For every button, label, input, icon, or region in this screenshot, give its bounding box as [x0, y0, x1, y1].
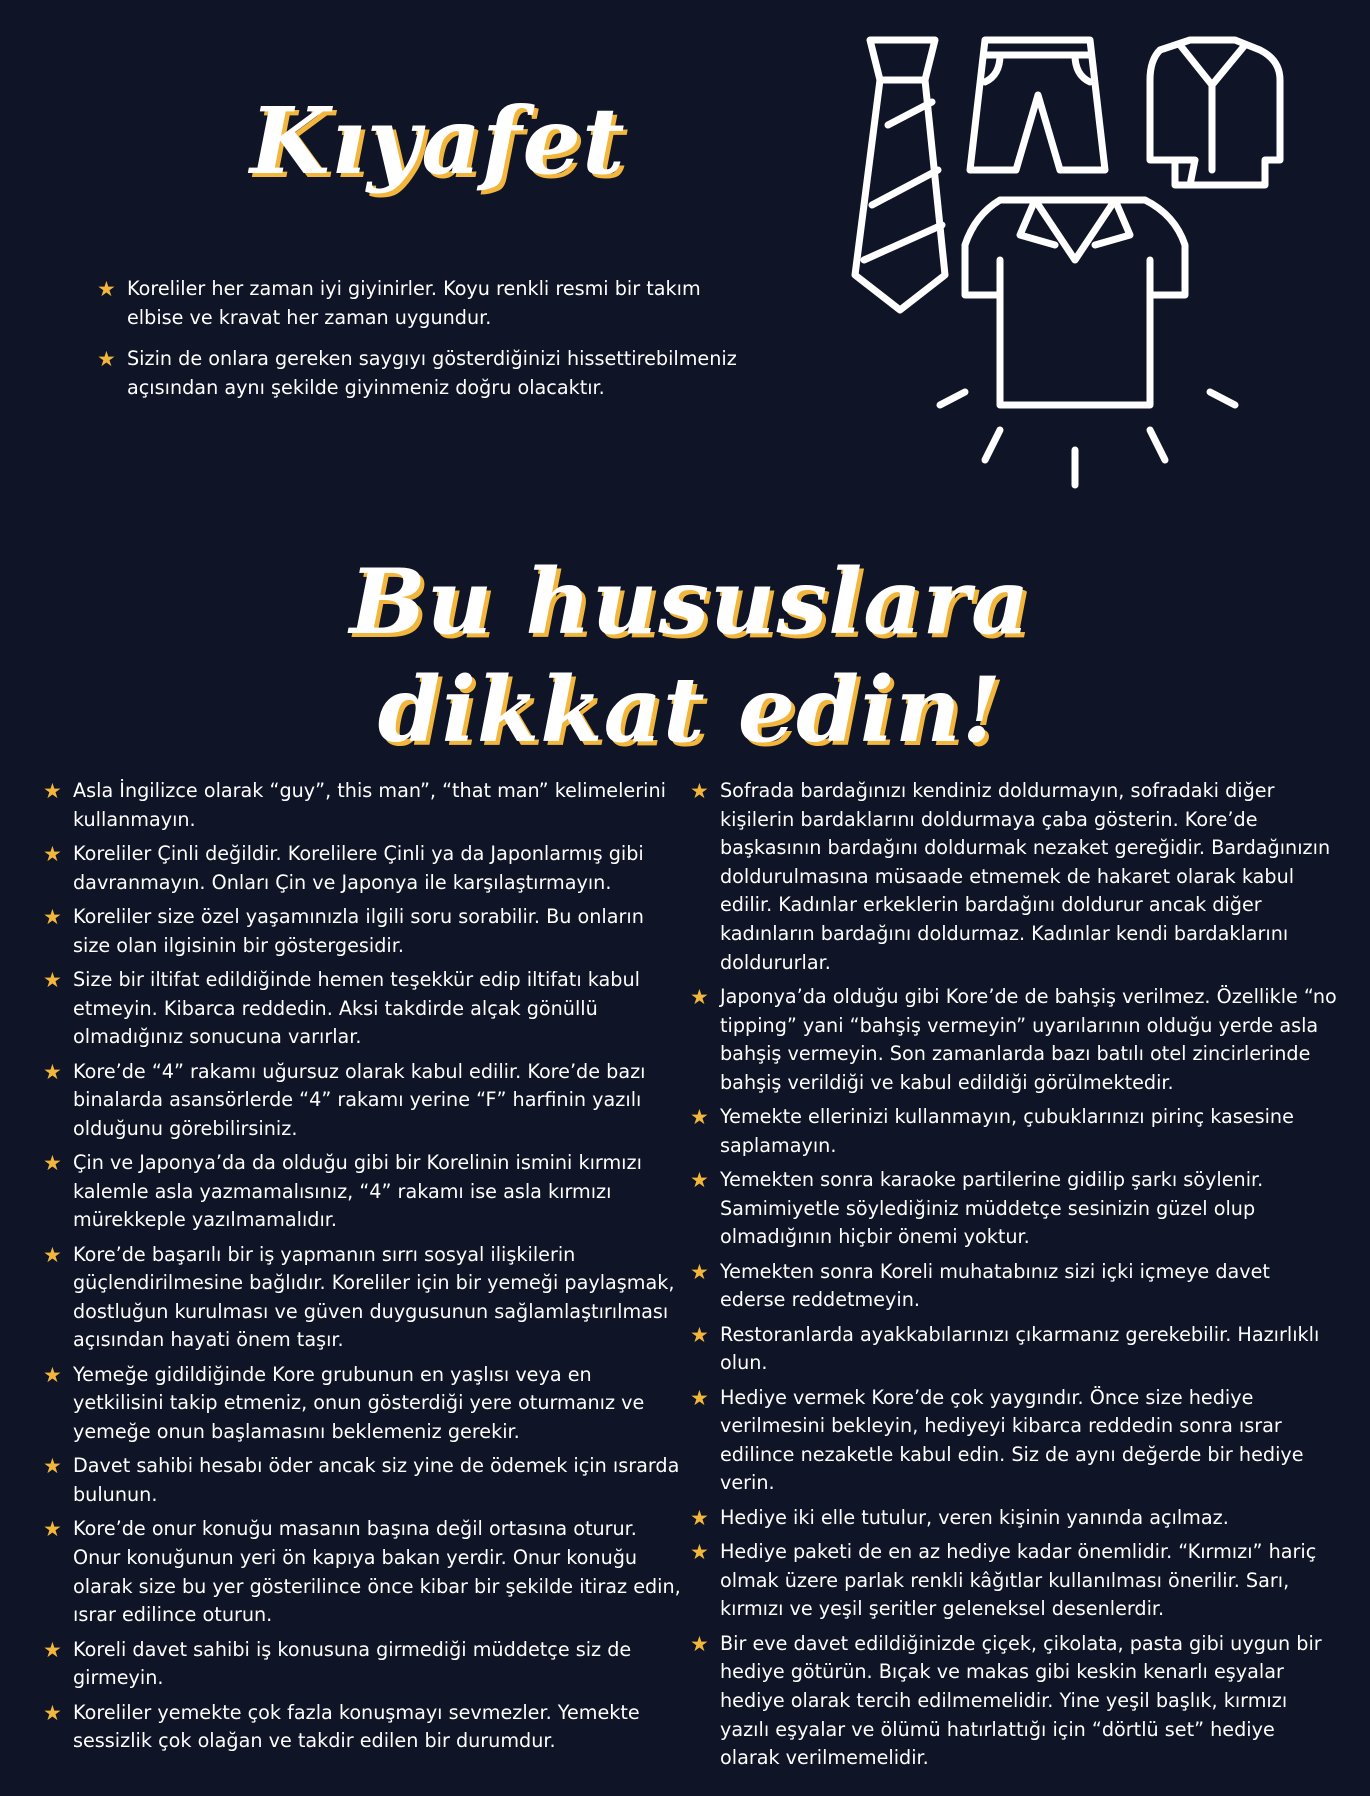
bullet-text: Davet sahibi hesabı öder ancak siz yine de ödemek için ısrarda bulunun. — [73, 1454, 680, 1507]
shirt-icon — [965, 200, 1185, 405]
bullet-text: Hediye iki elle tutulur, veren kişinin yanında açılmaz. — [720, 1505, 1229, 1529]
star-icon: ★ — [690, 1322, 709, 1347]
bullet-item — [690, 777, 1338, 977]
bullet-text: Koreli davet sahibi iş konusuna girmediği müddetçe siz de girmeyin. — [73, 1637, 632, 1690]
bullet-text: Hediye vermek Kore’de çok yaygındır. Önce size hediye verilmesini bekleyin, hediyeyi kibarca reddedin sonra ısrar edilince nezaketle kabul edin. Siz de aynı değerde bir hediye verin. — [720, 1385, 1304, 1495]
bullet-item — [690, 1538, 1338, 1624]
star-icon: ★ — [690, 779, 709, 803]
bullet-item — [43, 1361, 683, 1447]
star-icon: ★ — [43, 1454, 62, 1479]
bullet-text: Bir eve davet edildiğinizde çiçek, çikolata, pasta gibi uygun bir hediye götürün. Bıçak ve makas gibi keskin kenarlı eşyalar hediye olarak tercih edilmemelidir. Yine yeşil başlık, kırmızı yazılı eşyalar ve ölümü hatırlattığı için “dörtlü set” hediye olarak verilmemelidir. — [720, 1631, 1322, 1770]
etiquette-list-left — [43, 777, 683, 1762]
star-icon: ★ — [43, 904, 62, 929]
bullet-item — [43, 1058, 683, 1144]
bullet-item — [690, 1103, 1338, 1160]
bullet-text: Japonya’da olduğu gibi Kore’de de bahşiş verilmez. Özellikle “no tipping” yani “bahşiş vermeyin” uyarılarının olduğu yerde asla bahşiş vermeyin. Son zamanlarda bazı batılı otel zincirlerinde bahşiş verildiği ve kabul edildiği görülmektedir. — [720, 984, 1337, 1094]
clothing-title: Kıyafet — [250, 87, 626, 195]
bullet-item — [43, 903, 683, 960]
bullet-item — [43, 1636, 683, 1693]
bullet-item — [97, 345, 737, 402]
attention-title — [300, 548, 1080, 764]
star-icon: ★ — [97, 347, 116, 372]
clothing-illustration — [850, 30, 1300, 500]
star-icon: ★ — [690, 1631, 709, 1656]
pants-icon — [970, 40, 1105, 170]
bullet-text: Çin ve Japonya’da da olduğu gibi bir Korelinin ismini kırmızı kalemle asla yazmamalısınız, “4” rakamı ise asla kırmızı mürekkeple yazılmamalıdır. — [73, 1151, 642, 1232]
bullet-item — [43, 777, 683, 834]
bullet-text: Kore’de onur konuğu masanın başına değil ortasına oturur. Onur konuğunun yeri ön kapıya bakan yerdir. Onur konuğu olarak size bu yer gösterilince önce kibar bir şekilde itiraz edin, ısrar edilince oturun. — [73, 1517, 681, 1627]
star-icon: ★ — [43, 1362, 62, 1387]
star-icon: ★ — [43, 967, 62, 992]
bullet-text: Asla İngilizce olarak “guy”, this man”, “that man” kelimelerini kullanmayın. — [73, 779, 666, 831]
bullet-text: Hediye paketi de en az hediye kadar önemlidir. “Kırmızı” hariç olmak üzere parlak renkli kâğıtlar kullanılması önerilir. Sarı, kırmızı ve yeşil şeritler geleneksel desenlerdir. — [720, 1540, 1317, 1621]
bullet-item — [97, 275, 737, 332]
bullet-text: Koreliler size özel yaşamınızla ilgili soru sorabilir. Bu onların size olan ilgisinin bir göstergesidir. — [73, 904, 644, 957]
bullet-item — [43, 1515, 683, 1629]
bullet-item — [690, 1630, 1338, 1773]
bullet-item — [43, 1149, 683, 1235]
etiquette-list-right — [690, 777, 1338, 1779]
star-icon: ★ — [43, 841, 62, 866]
star-icon: ★ — [43, 1242, 62, 1267]
attention-title-line2: dikkat edin! — [377, 657, 1003, 763]
bullet-text: Yemekten sonra Koreli muhatabınız sizi içki içmeye davet ederse reddetmeyin. — [720, 1259, 1270, 1312]
star-icon: ★ — [690, 1540, 709, 1565]
bullet-item — [690, 1504, 1338, 1533]
star-icon: ★ — [43, 1517, 62, 1542]
star-icon: ★ — [43, 779, 62, 803]
bullet-item — [43, 1452, 683, 1509]
bullet-item — [690, 1258, 1338, 1315]
star-icon: ★ — [97, 277, 116, 301]
bullet-item — [690, 1166, 1338, 1252]
star-icon: ★ — [690, 1385, 709, 1410]
star-icon: ★ — [690, 1505, 709, 1530]
bullet-text: Yemeğe gidildiğinde Kore grubunun en yaşlısı veya en yetkilisini takip etmeniz, onun gösterdiği yere oturmanız ve yemeğe onun başlamasını beklemeniz gerekir. — [73, 1362, 645, 1444]
star-icon: ★ — [690, 1168, 709, 1193]
star-icon: ★ — [690, 1105, 709, 1130]
bullet-text: Kore’de “4” rakamı uğursuz olarak kabul edilir. Kore’de bazı binalarda asansörlerde “4” rakamı yerine “F” harfinin yazılı olduğunu görebilirsiniz. — [73, 1059, 646, 1140]
bullet-item — [690, 1384, 1338, 1498]
bullet-text: Koreliler Çinli değildir. Korelilere Çinli ya da Japonlarmış gibi davranmayın. Onları Çin ve Japonya ile karşılaştırmayın. — [73, 841, 644, 894]
bullet-text: Sofrada bardağınızı kendiniz doldurmayın, sofradaki diğer kişilerin bardaklarını doldurmaya çaba gösterin. Kore’de başkasının bardağını doldurmak nezaket gereğidir. Bardağınızın doldurulmasına müsaade etmemek de hakaret olarak kabul edilir. Kadınlar erkeklerin bardağını doldurur ancak diğer kadınların bardağını doldurmaz. Kadınlar kendi bardaklarını doldururlar. — [720, 779, 1331, 974]
bullet-text: Restoranlarda ayakkabılarınızı çıkarmanız gerekebilir. Hazırlıklı olun. — [720, 1322, 1320, 1375]
clothing-bullet-list — [97, 275, 737, 415]
bullet-item — [43, 966, 683, 1052]
bullet-item — [43, 840, 683, 897]
star-icon: ★ — [690, 984, 709, 1009]
bullet-item — [43, 1699, 683, 1756]
star-icon: ★ — [43, 1637, 62, 1662]
star-icon: ★ — [690, 1259, 709, 1284]
bullet-text: Koreliler yemekte çok fazla konuşmayı sevmezler. Yemekte sessizlik çok olağan ve takdir edilen bir durumdur. — [73, 1700, 640, 1753]
bullet-text: Yemekten sonra karaoke partilerine gidilip şarkı söylenir. Samimiyetle söylediğiniz müddetçe sesinizin güzel olup olmadığının hiçbir önemi yoktur. — [720, 1168, 1264, 1249]
bullet-text: Kore’de başarılı bir iş yapmanın sırrı sosyal ilişkilerin güçlendirilmesine bağlıdır. Koreliler için bir yemeği paylaşmak, dostluğun kurulması ve güven duygusunun sağlamlaştırılması açısından hayati önem taşır. — [73, 1242, 675, 1352]
star-icon: ★ — [43, 1700, 62, 1725]
bullet-text: Koreliler her zaman iyi giyinirler. Koyu renkli resmi bir takım elbise ve kravat her zaman uygundur. — [127, 277, 701, 329]
bullet-text: Yemekte ellerinizi kullanmayın, çubuklarınızı pirinç kasesine saplamayın. — [720, 1105, 1294, 1157]
star-icon: ★ — [43, 1059, 62, 1084]
bullet-item — [690, 1321, 1338, 1378]
tie-icon — [855, 40, 945, 310]
jacket-icon — [1150, 40, 1280, 185]
bullet-item — [690, 983, 1338, 1097]
star-icon: ★ — [43, 1151, 62, 1176]
bullet-text: Sizin de onlara gereken saygıyı gösterdiğinizi hissettirebilmeniz açısından aynı şekilde giyinmeniz doğru olacaktır. — [127, 347, 737, 399]
attention-title-line1: Bu hususlara — [349, 549, 1031, 655]
bullet-item — [43, 1241, 683, 1355]
bullet-text: Size bir iltifat edildiğinde hemen teşekkür edip iltifatı kabul etmeyin. Kibarca reddedin. Aksi takdirde alçak gönüllü olmadığınız sonucuna varırlar. — [73, 967, 640, 1049]
